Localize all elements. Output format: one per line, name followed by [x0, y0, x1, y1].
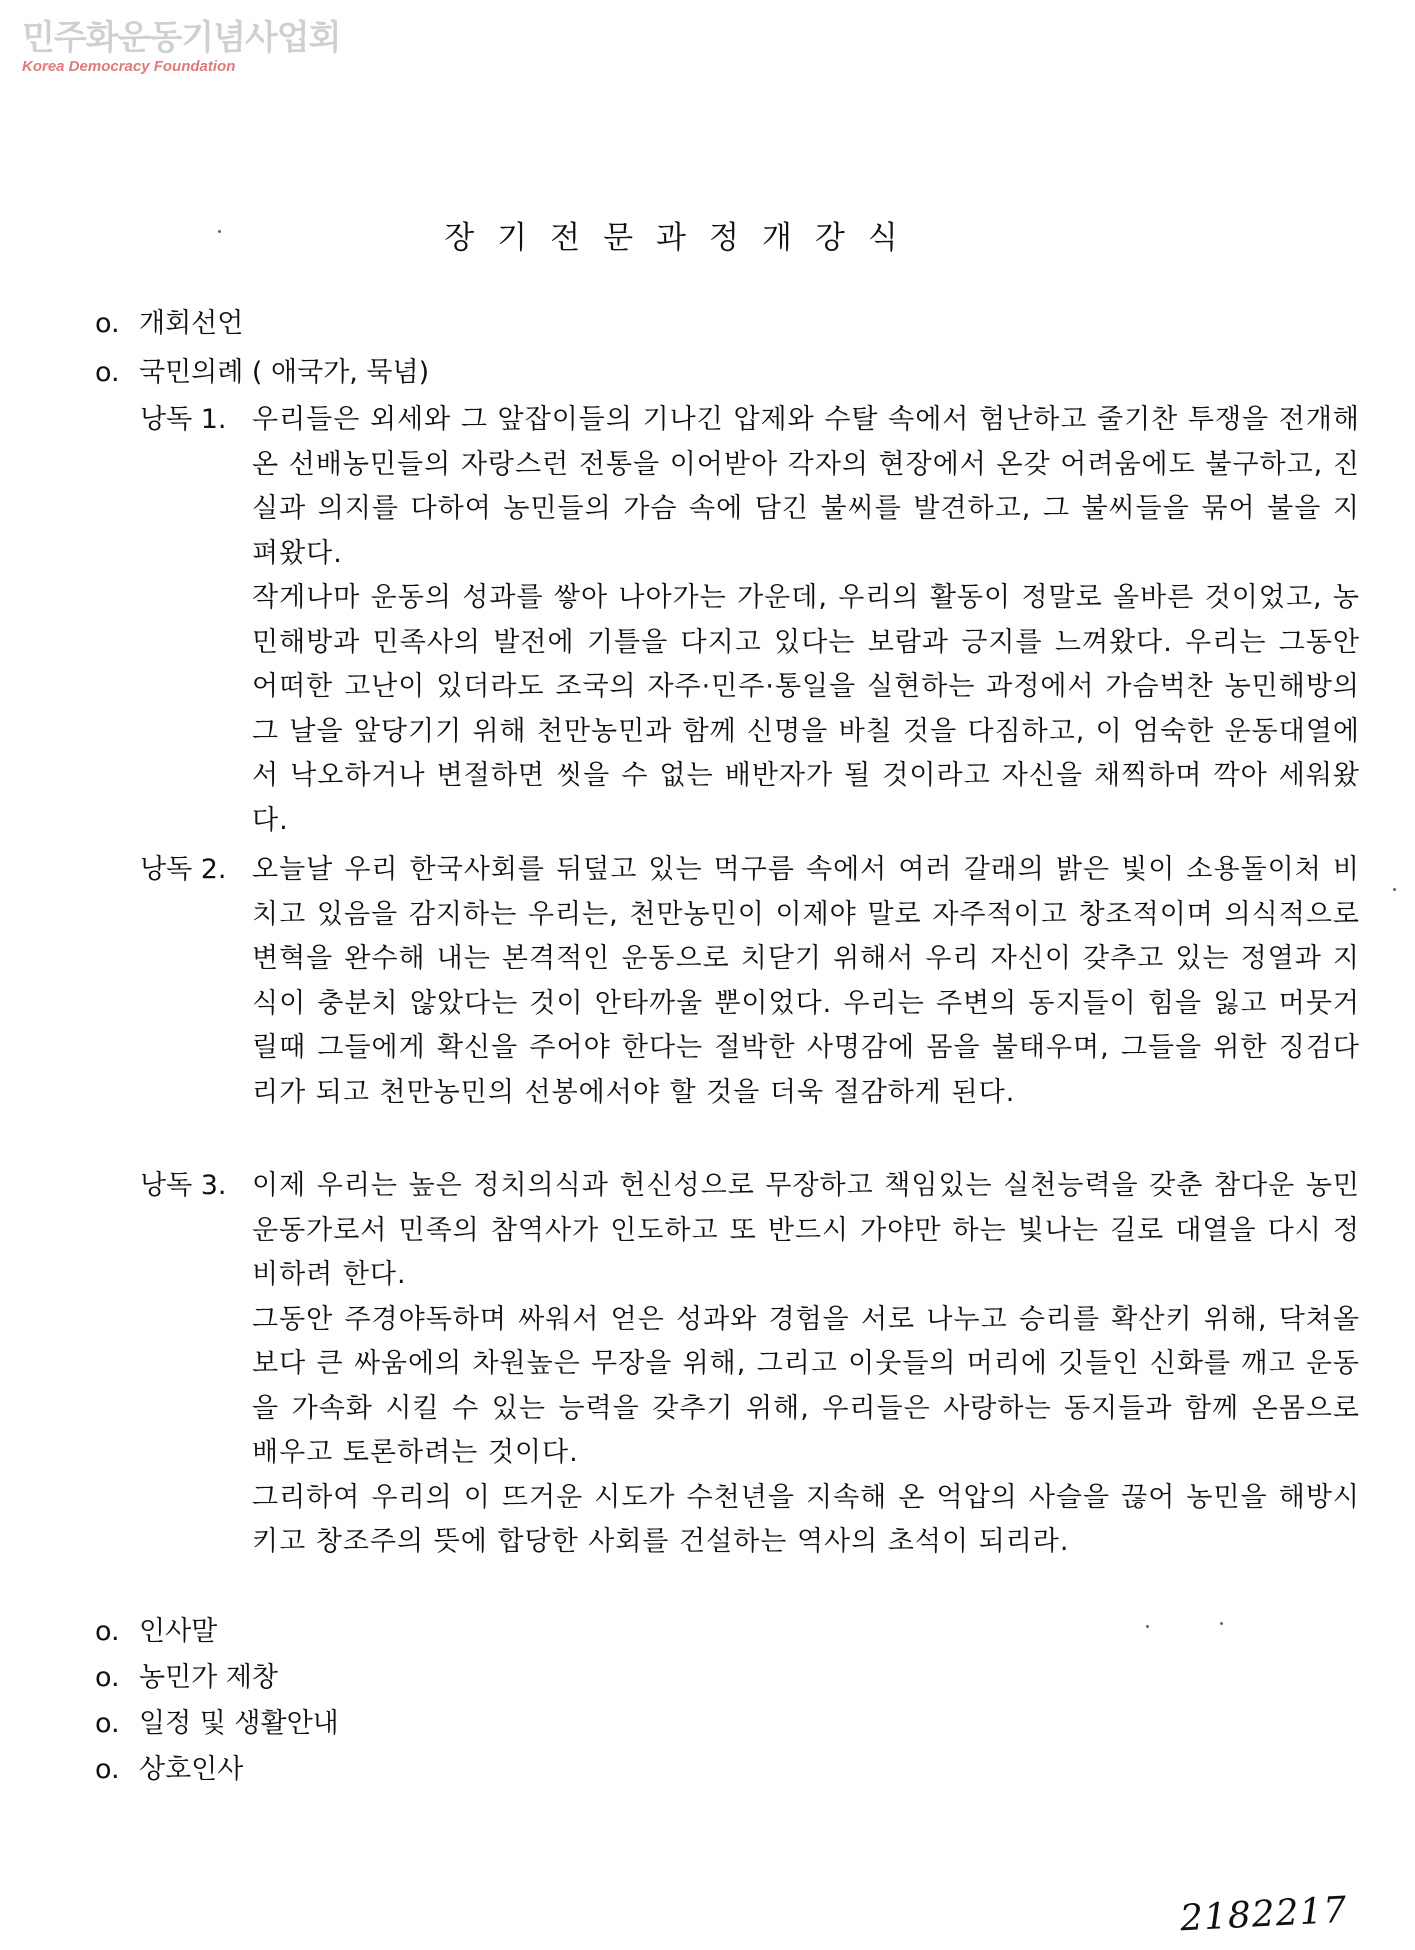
watermark-english: Korea Democracy Foundation: [22, 58, 236, 75]
bullet-marker: o.: [95, 1616, 120, 1647]
reading-paragraph: 작게나마 운동의 성과를 쌓아 나아가는 가운데, 우리의 활동이 정말로 올바른 것이었고, 농민해방과 민족사의 발전에 기틀을 다지고 있다는 보람과 긍지를 느껴왔다. 우리는 그동안 어떠한 고난이 있더라도 조국의 자주·민주·통일을 실현하는 과정에서 가슴벅찬 농민해방의 그 날을 앞당기기 위해 천만농민과 함께 신명을 바칠 것을 다짐하고, 이 엄숙한 운동대열에서 낙오하거나 변절하면 씻을 수 없는 배반자가 될 것이라고 자신을 채찍하며 깍아 세워왔다.: [252, 582, 1360, 836]
reading-label: 낭독 1.: [140, 404, 227, 435]
bullet-marker: o.: [95, 1708, 120, 1739]
bullet-marker: o.: [95, 357, 120, 388]
scan-speck: [1393, 888, 1396, 891]
program-item-song: [95, 1658, 278, 1698]
program-item-label: 일정 및 생활안내: [139, 1708, 339, 1739]
reading-paragraph: 오늘날 우리 한국사회를 뒤덮고 있는 먹구름 속에서 여러 갈래의 밝은 빛이 소용돌이처 비치고 있음을 감지하는 우리는, 천만농민이 이제야 말로 자주적이고 창조적이며 의식적으로 변혁을 완수해 내는 본격적인 운동으로 치닫기 위해서 우리 자신이 갖추고 있는 정열과 지식이 충분치 않았다는 것이 안타까울 뿐이었다. 우리는 주변의 동지들이 힘을 잃고 머뭇거릴때 그들에게 확신을 주어야 한다는 절박한 사명감에 몸을 불태우며, 그들을 위한 징검다리가 되고 천만농민의 선봉에서야 할 것을 더욱 절감하게 된다.: [252, 854, 1360, 1108]
reading-3: [140, 1164, 1360, 1565]
scan-speck: [1220, 1622, 1223, 1625]
program-item-ceremony: [95, 353, 429, 393]
program-item-label: 상호인사: [139, 1754, 244, 1785]
reading-body: [252, 398, 1360, 843]
bullet-marker: o.: [95, 1662, 120, 1693]
bullet-marker: o.: [95, 1754, 120, 1785]
program-item-opening: [95, 304, 243, 344]
reading-paragraph: 우리들은 외세와 그 앞잡이들의 기나긴 압제와 수탈 속에서 험난하고 줄기찬 투쟁을 전개해온 선배농민들의 자랑스런 전통을 이어받아 각자의 현장에서 온갖 어려움에도 불구하고, 진실과 의지를 다하여 농민들의 가슴 속에 담긴 불씨를 발견하고, 그 불씨들을 묶어 불을 지펴왔다.: [252, 404, 1360, 569]
scan-speck: [218, 230, 221, 233]
program-item-introductions: [95, 1750, 243, 1790]
watermark-korean: 민주화운동기념사업회: [22, 18, 341, 58]
bullet-marker: o.: [95, 308, 120, 339]
document-number: 2182217: [1179, 1889, 1349, 1940]
reading-paragraph: 이제 우리는 높은 정치의식과 헌신성으로 무장하고 책임있는 실천능력을 갖춘 참다운 농민운동가로서 민족의 참역사가 인도하고 또 반드시 가야만 하는 빛나는 길로 대열을 다시 정비하려 한다.: [252, 1170, 1360, 1290]
reading-label: 낭독 2.: [140, 854, 227, 885]
reading-body: [252, 848, 1360, 1115]
program-item-schedule: [95, 1704, 339, 1744]
document-title: 장기전문과정개강식: [444, 220, 921, 256]
reading-paragraph: 그동안 주경야독하며 싸워서 얻은 성과와 경험을 서로 나누고 승리를 확산키 위해, 닥쳐올 보다 큰 싸움에의 차원높은 무장을 위해, 그리고 이웃들의 머리에 깃들인 신화를 깨고 운동을 가속화 시킬 수 있는 능력을 갖추기 위해, 우리들은 사랑하는 동지들과 함께 온몸으로 배우고 토론하려는 것이다.: [252, 1303, 1360, 1468]
reading-label: 낭독 3.: [140, 1170, 227, 1201]
reading-2: [140, 848, 1360, 1115]
program-item-label: 개회선언: [139, 308, 244, 339]
reading-1: [140, 398, 1360, 843]
reading-paragraph: 그리하여 우리의 이 뜨거운 시도가 수천년을 지속해 온 억압의 사슬을 끊어 농민을 해방시키고 창조주의 뜻에 합당한 사회를 건설하는 역사의 초석이 되리라.: [252, 1481, 1360, 1557]
reading-body: [252, 1164, 1360, 1565]
scan-speck: [1146, 1625, 1149, 1628]
program-item-label: 농민가 제창: [139, 1662, 278, 1693]
program-item-label: 국민의례 ( 애국가, 묵념): [139, 357, 430, 388]
program-item-greeting: [95, 1612, 217, 1652]
watermark: [22, 18, 340, 76]
program-item-label: 인사말: [139, 1616, 218, 1647]
